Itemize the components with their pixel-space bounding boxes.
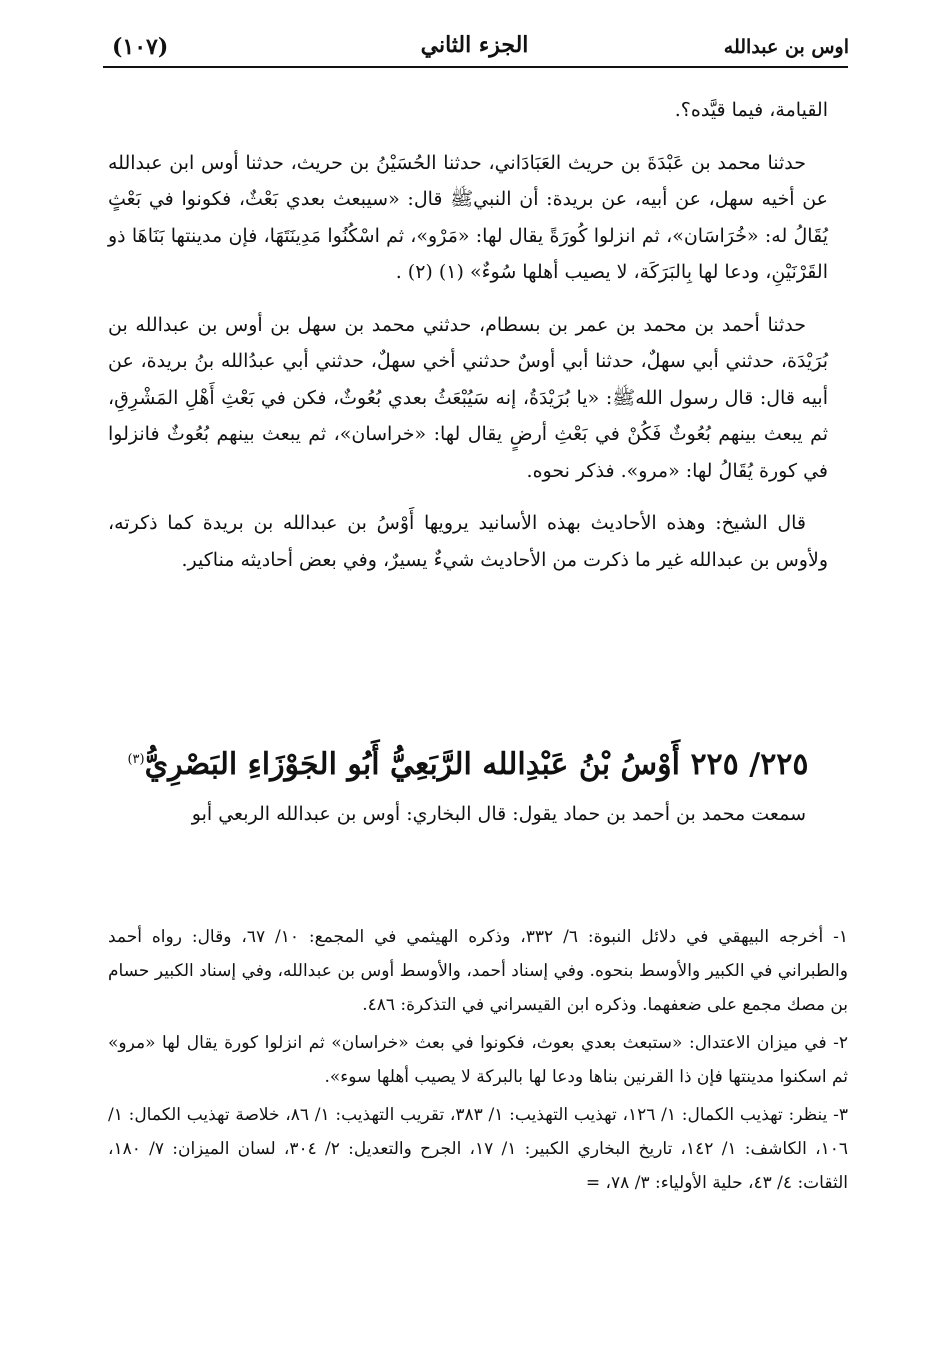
part-title: الجزء الثاني <box>420 32 529 58</box>
entry-running-head: اوس بن عبدالله <box>723 36 849 58</box>
section-heading <box>108 738 828 787</box>
page-header <box>100 28 849 68</box>
section-heading-ref: (٣) <box>127 752 145 767</box>
paragraph-hadith-2: حدثنا أحمد بن محمد بن عمر بن بسطام، حدثني محمد بن سهل بن أوس بن عبدالله بن بُرَيْدَة، حدثني أبي سهلٌ، حدثنا أبي أوسٌ حدثني أخي سهلٌ، حدثني أبي عبدُالله بنُ بريدة، عن أبيه قال: قال رسول اللهﷺ: «يا بُرَيْدَةُ، إنه سَيُبْعَثُ بعدي بُعُوثٌ، فكن في بَعْثِ أَهْلِ المَشْرِقِ، ثم يبعث بينهم بُعُوثٌ فَكُنْ في بَعْثِ أرضٍ يقال لها: «خراسان»، ثم يبعث بينهم بُعُوثٌ فانزلوا في كورة يُقَالُ لها: «مرو». فذكر نحوه. <box>108 313 828 482</box>
footnote-2: ٢- في ميزان الاعتدال: «ستبعث بعدي بعوث، فكونوا في بعث «خراسان» ثم انزلوا كورة يقال لها «مرو» ثم اسكنوا مدينتها فإن ذا القرنين بناها ودعا لها بالبركة لا يصيب أهلها سوء». <box>108 1033 848 1087</box>
paragraph-continuation: القيامة، فيما قيَّده؟. <box>674 99 828 121</box>
section-heading-text: ٢٢٥/ ٢٢٥ أَوْسُ بْنُ عَبْدِالله الرَّبَعِيُّ أَبُو الجَوْزَاءِ البَصْرِيُّ <box>144 747 809 782</box>
main-text <box>108 92 828 578</box>
page-number: (١٠٧) <box>112 34 169 60</box>
footnote-1: ١- أخرجه البيهقي في دلائل النبوة: ٦/ ٣٣٢، وذكره الهيثمي في المجمع: ١٠/ ٦٧، وقال: رواه أحمد والطبراني في الكبير والأوسط بنحوه. وفي إسناد أحمد، والأوسط أوس بن عبدالله، وفي إسناد الكبير حسام بن مصك مجمع على ضعفهما. وذكره ابن القيسراني في التذكرة: ٤٨٦. <box>108 927 849 1015</box>
header-divider <box>103 66 848 68</box>
paragraph-hadith-1: حدثنا محمد بن عَبْدَةَ بن حريث العَبَادَاني، حدثنا الحُسَيْنُ بن حريث، حدثنا أوس ابن عبدالله عن أخيه سهل، عن أبيه، عن بريدة: أن النبيﷺ قال: «سيبعث بعدي بَعْثٌ، فكونوا في بَعْثٍ يُقَالُ له: «خُرَاسَان»، ثم انزلوا كُورَةً يقال لها: «مَرْو»، ثم اسْكُنُوا مَدِينَتَهَا، فإن مدينتها بَنَاهَا ذو القَرْنَيْنِ، ودعا لها بِالبَرَكَة، لا يصيب أهلها سُوءٌ» (١) (٢) . <box>108 151 828 283</box>
footnote-3: ٣- ينظر: تهذيب الكمال: ١/ ١٢٦، تهذيب التهذيب: ١/ ٣٨٣، تقريب التهذيب: ١/ ٨٦، خلاصة تهذيب الكمال: ١/ ١٠٦، الكاشف: ١/ ١٤٢، تاريخ البخاري الكبير: ١/ ١٧، الجرح والتعديل: ٢/ ٣٠٤، لسان الميزان: ٧/ ١٨٠، الثقات: ٤/ ٤٣، حلية الأولياء: ٣/ ٧٨، = <box>108 1105 849 1193</box>
section-first-line: سمعت محمد بن أحمد بن حماد يقول: قال البخاري: أوس بن عبدالله الربعي أبو <box>191 803 806 825</box>
paragraph-sheikh-comment: قال الشيخ: وهذه الأحاديث بهذه الأسانيد يرويها أَوْسُ بن عبدالله بن بريدة كما ذكرته، ولأوس بن عبدالله غير ما ذكرت من الأحاديث شيءٌ يسيرٌ، وفي بعض أحاديثه مناكير. <box>108 512 828 571</box>
footnotes <box>108 920 848 1204</box>
